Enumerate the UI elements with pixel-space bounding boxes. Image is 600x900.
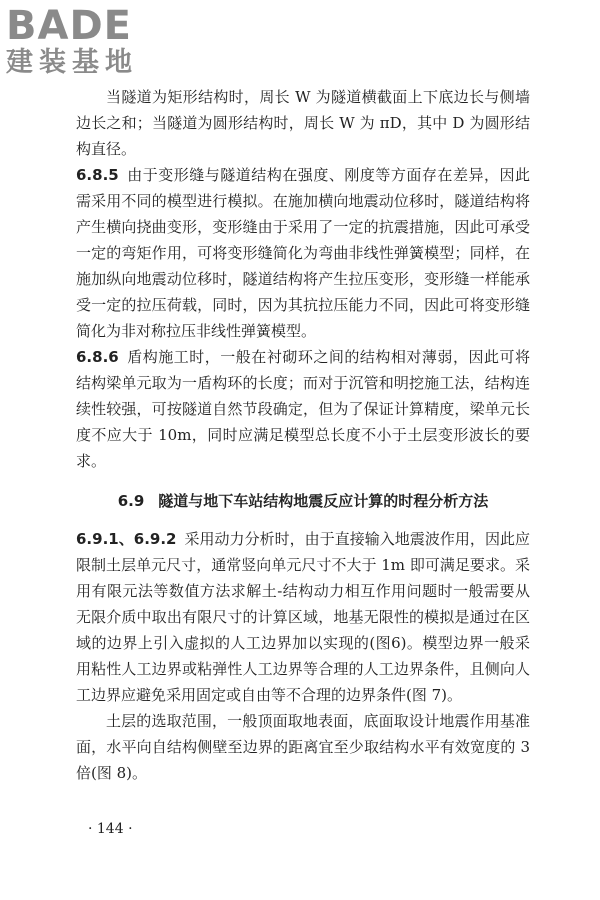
watermark-logo — [6, 2, 138, 78]
clause-number: 6.8.5 — [76, 166, 119, 184]
soil-range-paragraph: 土层的选取范围，一般顶面取地表面，底面取设计地震作用基准面，水平向自结构侧壁至边界的距离宜至少取结构水平有效宽度的 3 倍(图 8)。 — [76, 712, 530, 782]
page-number: · 144 · — [88, 821, 133, 837]
clause-6-9-1 — [76, 526, 530, 708]
watermark-logo-text: BADE — [6, 3, 132, 49]
clause-number: 6.8.6 — [76, 348, 119, 366]
section-title: 隧道与地下车站结构地震反应计算的时程分析方法 — [158, 492, 489, 510]
section-heading — [76, 488, 530, 514]
clause-text: 盾构施工时，一般在衬砌环之间的结构相对薄弱，因此可将结构梁单元取为一盾构环的长度；而对于沉管和明挖施工法，结构连续性较强，可按隧道自然节段确定，但为了保证计算精度，梁单元长度不应大于 10m，同时应满足模型总长度不小于土层变形波长的要求。 — [76, 348, 530, 470]
clause-number: 6.9.1、6.9.2 — [76, 530, 177, 548]
intro-paragraph: 当隧道为矩形结构时，周长 W 为隧道横截面上下底边长与侧墙边长之和；当隧道为圆形结构时，周长 W 为 πD，其中 D 为圆形结构直径。 — [76, 88, 530, 158]
clause-6-8-5 — [76, 162, 530, 344]
section-number: 6.9 — [117, 492, 145, 510]
document-body — [76, 84, 530, 786]
clause-6-8-6 — [76, 344, 530, 474]
clause-text: 由于变形缝与隧道结构在强度、刚度等方面存在差异，因此需采用不同的模型进行模拟。在施加横向地震动位移时，隧道结构将产生横向挠曲变形，变形缝由于采用了一定的抗震措施，因此可承受一定的弯矩作用，可将变形缝简化为弯曲非线性弹簧模型；同样，在施加纵向地震动位移时，隧道结构将产生拉压变形，变形缝一样能承受一定的拉压荷载，同时，因为其抗拉压能力不同，因此可将变形缝简化为非对称拉压非线性弹簧模型。 — [76, 166, 530, 340]
watermark-subtitle: 建装基地 — [6, 47, 138, 78]
clause-text: 采用动力分析时，由于直接输入地震波作用，因此应限制土层单元尺寸，通常竖向单元尺寸不大于 1m 即可满足要求。采用有限元法等数值方法求解土-结构动力相互作用问题时一般需要从无限介质中取出有限尺寸的计算区域，地基无限性的模拟是通过在区域的边界上引入虚拟的人工边界加以实现的(图6)。模型边界一般采用粘性人工边界或粘弹性人工边界等合理的人工边界条件，且侧向人工边界应避免采用固定或自由等不合理的边界条件(图 7)。 — [76, 530, 530, 704]
